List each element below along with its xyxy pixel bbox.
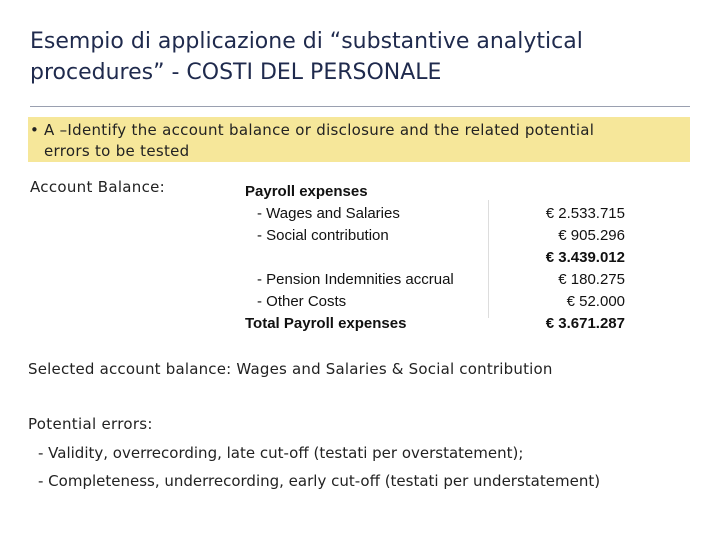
selected-balance-text: Selected account balance: Wages and Salaries & Social contribution bbox=[28, 360, 553, 378]
row-label: - Social contribution bbox=[257, 227, 389, 244]
payroll-table bbox=[245, 181, 625, 335]
payroll-row-subtotal bbox=[245, 247, 625, 269]
row-value: € 180.275 bbox=[558, 271, 625, 288]
payroll-row-social bbox=[245, 225, 625, 247]
payroll-row-total bbox=[245, 313, 625, 335]
payroll-row-pension bbox=[245, 269, 625, 291]
slide-title-line-2: procedures” - COSTI DEL PERSONALE bbox=[30, 60, 442, 85]
row-value: € 3.671.287 bbox=[545, 315, 625, 332]
row-value: € 905.296 bbox=[558, 227, 625, 244]
potential-errors-heading: Potential errors: bbox=[28, 415, 153, 433]
row-label: - Wages and Salaries bbox=[257, 205, 400, 222]
list-item: - Validity, overrecording, late cut-off (testati per overstatement); bbox=[38, 444, 524, 462]
slide-title-line-1: Esempio di applicazione di “substantive analytical bbox=[30, 29, 583, 54]
row-value: € 2.533.715 bbox=[545, 205, 625, 222]
row-label: - Pension Indemnities accrual bbox=[257, 271, 454, 288]
bullet-text bbox=[44, 120, 690, 162]
row-label: Payroll expenses bbox=[245, 183, 368, 200]
payroll-row-wages bbox=[245, 203, 625, 225]
row-label: - Other Costs bbox=[257, 293, 347, 310]
title-divider bbox=[30, 106, 690, 107]
payroll-row-other bbox=[245, 291, 625, 313]
bullet-marker: • bbox=[30, 121, 40, 139]
list-item: - Completeness, underrecording, early cut-off (testati per understatement) bbox=[38, 472, 601, 490]
account-balance-label: Account Balance: bbox=[30, 178, 166, 196]
potential-errors-list bbox=[38, 439, 698, 495]
row-label: Total Payroll expenses bbox=[245, 315, 407, 332]
row-value: € 52.000 bbox=[566, 293, 625, 310]
bullet-text-line-2: errors to be tested bbox=[44, 142, 190, 160]
payroll-row-header bbox=[245, 181, 625, 203]
row-value: € 3.439.012 bbox=[545, 249, 625, 266]
slide-title bbox=[30, 26, 690, 88]
bullet-text-line-1: A –Identify the account balance or disclosure and the related potential bbox=[44, 121, 595, 139]
